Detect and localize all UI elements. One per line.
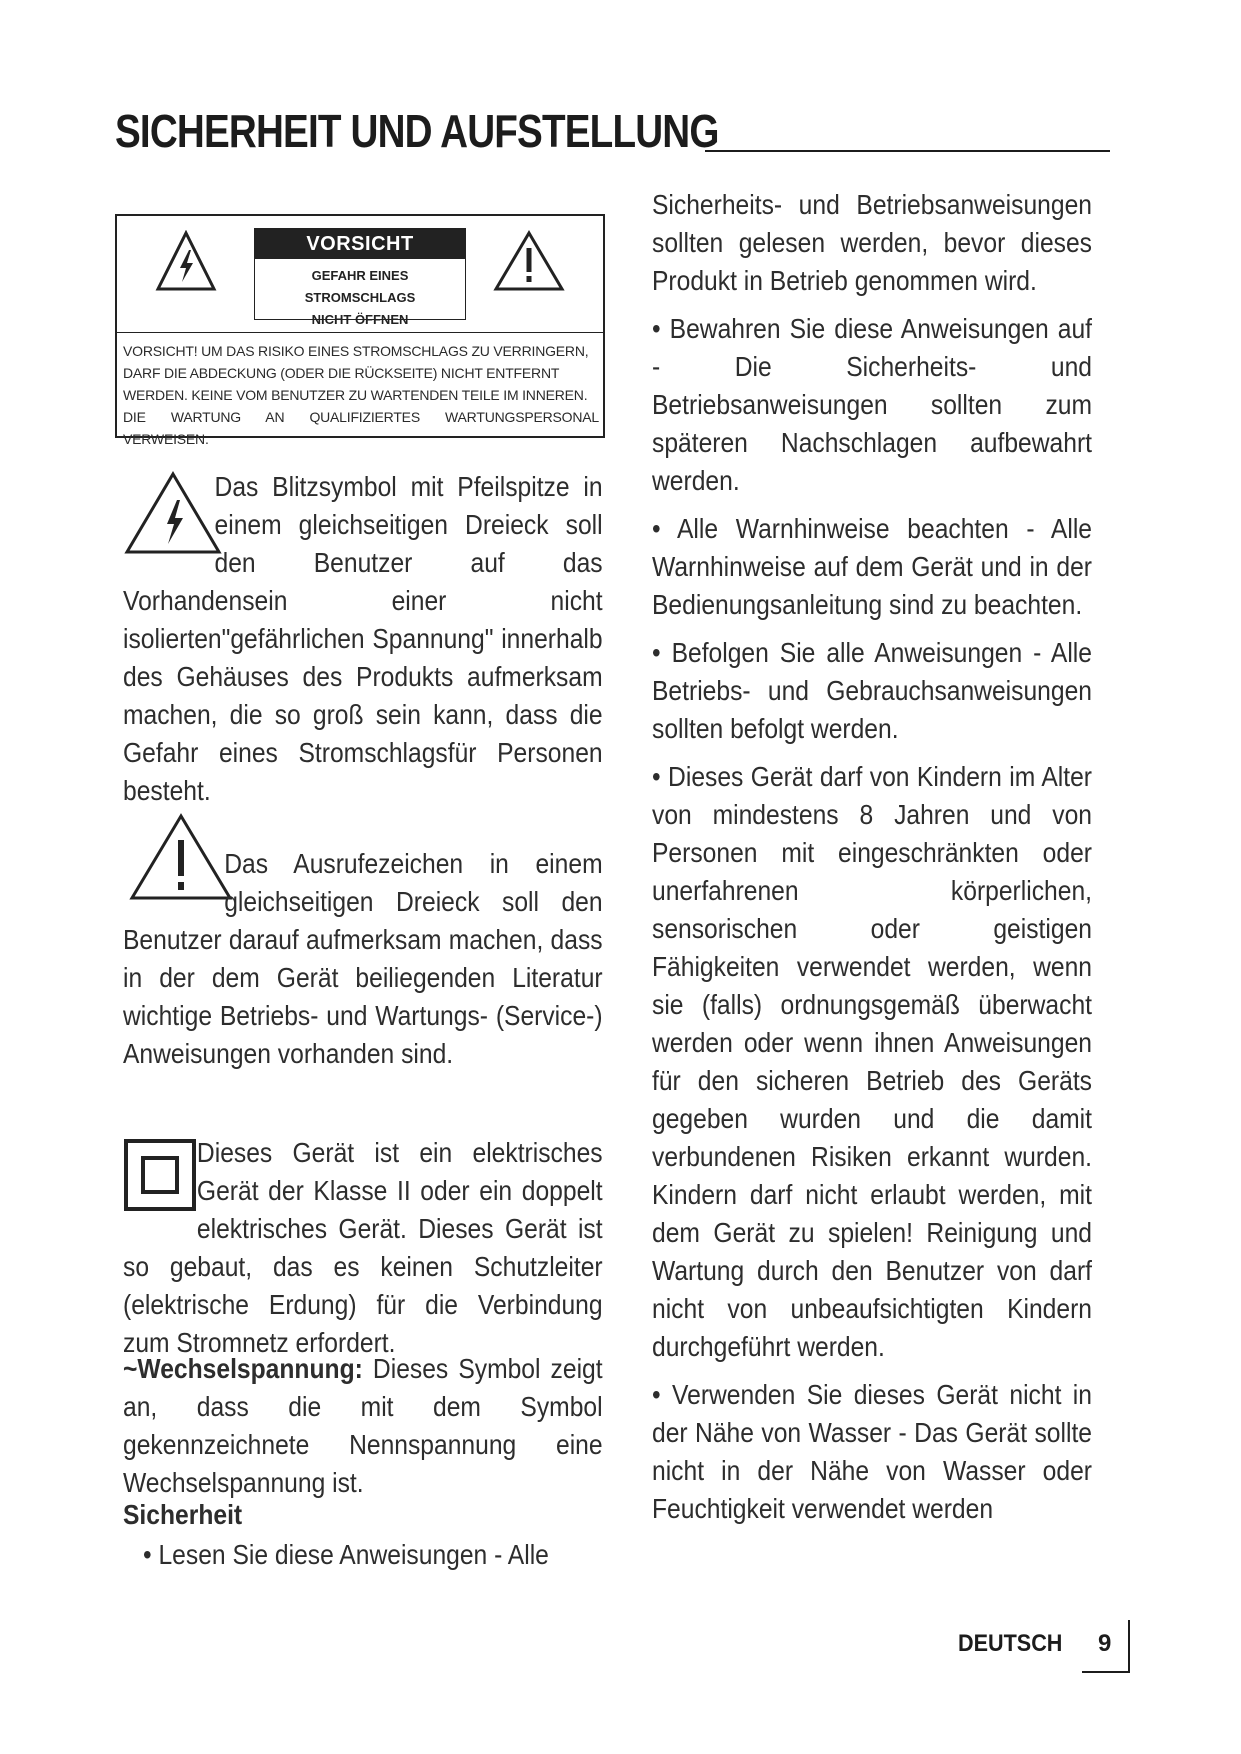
safety-bullet-3-content: Alle Warnhinweise beachten - Alle Warnhinweise auf dem Gerät und in der Bedienungsanleitung sind zu beachten.	[652, 513, 1092, 620]
safety-bullet-2: • Bewahren Sie diese Anweisungen auf - Die Sicherheits- und Betriebsanweisungen sollten zum späteren Nachschlagen aufbewahrt werden.	[652, 313, 1092, 496]
caution-warning-line: WERDEN. KEINE VOM BENUTZER ZU WARTENDEN TEILE IM INNEREN.	[123, 387, 588, 403]
safety-bullet-5: • Dieses Gerät darf von Kindern im Alter von mindestens 8 Jahren und von Personen mit eingeschränkten oder unerfahrenen körperlichen, sensorischen oder geistigen Fähigkeiten verwendet werden, wenn sie (falls) ordnungsgemäß überwacht werden oder wenn ihnen Anweisungen für den sicheren Betrieb des Geräts gegeben wurden und die damit verbundenen Risiken erkannt wurden. Kindern darf nicht erlaubt werden, mit dem Gerät zu spielen! Reinigung und Wartung durch den Benutzer von darf nicht von unbeaufsichtigten Kindern durchgeführt werden.	[652, 761, 1092, 1362]
caution-warning-text	[123, 340, 599, 450]
caution-warning-line: DIE WARTUNG AN QUALIFIZIERTES WARTUNGSPERSONAL VERWEISEN.	[123, 409, 599, 447]
class-ii-text-content: Dieses Gerät ist ein elektrisches Gerät der Klasse II oder ein doppelt elektrisches Gerät. Dieses Gerät ist so gebaut, das es keinen Schutzleiter (elektrische Erdung) für die Verbindung zum Stromnetz erfordert.	[123, 1137, 603, 1358]
ac-label: ~Wechselspannung:	[123, 1353, 363, 1384]
footer-rule-horizontal	[1082, 1671, 1130, 1673]
caution-box-top	[117, 216, 603, 333]
caution-warning-line: DARF DIE ABDECKUNG (ODER DIE RÜCKSEITE) NICHT ENTFERNT	[123, 365, 560, 381]
safety-bullet-5-content: Dieses Gerät darf von Kindern im Alter von mindestens 8 Jahren und von Personen mit eingeschränkten oder unerfahrenen körperlichen, sensorischen oder geistigen Fähigkeiten verwendet werden, wenn sie (falls) ordnungsgemäß überwacht werden oder wenn ihnen Anweisungen für den sicheren Betrieb des Geräts gegeben wurden und die damit verbundenen Risiken erkannt wurden. Kindern darf nicht erlaubt werden, mit dem Gerät zu spielen! Reinigung und Wartung durch den Benutzer von darf nicht von unbeaufsichtigten Kindern durchgeführt werden.	[652, 761, 1092, 1362]
caution-box	[115, 214, 605, 447]
safety-bullet-4: • Befolgen Sie alle Anweisungen - Alle Betriebs- und Gebrauchsanweisungen sollten befolgt werden.	[652, 637, 1092, 744]
exclamation-text-content: Das Ausrufezeichen in einem gleichseitigen Dreieck soll den Benutzer darauf aufmerksam machen, dass in der dem Gerät beiliegenden Literatur wichtige Betriebs- und Wartungs- (Service-) Anweisungen vorhanden sind.	[123, 848, 603, 1069]
safety-bullet-6-content: Verwenden Sie dieses Gerät nicht in der Nähe von Wasser - Das Gerät sollte nicht in der Nähe von Wasser oder Feuchtigkeit verwendet werden	[652, 1379, 1092, 1524]
ac-text-content: Dieses Symbol zeigt an, dass die mit dem Symbol gekennzeichnete Nennspannung eine Wechselspannung ist.	[123, 1353, 603, 1498]
footer-language: DEUTSCH	[958, 1630, 1063, 1657]
exclamation-description	[123, 845, 603, 1073]
caution-warning-line: VORSICHT! UM DAS RISIKO EINES STROMSCHLAGS ZU VERRINGERN,	[123, 343, 589, 359]
safety-heading-wrap	[123, 1496, 258, 1534]
lightning-text	[123, 468, 603, 810]
class-ii-description	[123, 1134, 603, 1362]
lightning-description	[123, 468, 603, 810]
bullet-1-continuation-content: Sicherheits- und Betriebsanweisungen sollten gelesen werden, bevor dieses Produkt in Betrieb genommen wird.	[652, 189, 1092, 296]
safety-heading: Sicherheit	[123, 1499, 243, 1530]
lightning-warning-icon	[155, 230, 217, 292]
page-title: SICHERHEIT UND AUFSTELLUNG	[115, 105, 719, 157]
caution-sub-line1: GEFAHR EINES STROMSCHLAGS	[304, 268, 416, 305]
caution-sub	[255, 259, 465, 331]
icon-spacer	[123, 468, 215, 582]
safety-bullet-2-content: Bewahren Sie diese Anweisungen auf - Die Sicherheits- und Betriebsanweisungen sollten zum späteren Nachschlagen aufbewahrt werden.	[652, 313, 1092, 496]
safety-bullet-6: • Verwenden Sie dieses Gerät nicht in der Nähe von Wasser - Das Gerät sollte nicht in der Nähe von Wasser oder Feuchtigkeit verwendet werden	[652, 1379, 1092, 1524]
safety-bullet-3: • Alle Warnhinweise beachten - Alle Warnhinweise auf dem Gerät und in der Bedienungsanleitung sind zu beachten.	[652, 513, 1092, 620]
ac-text	[123, 1350, 603, 1502]
bullet-1-continuation	[652, 186, 1092, 300]
footer-page-number: 9	[1098, 1630, 1112, 1657]
caution-sub-line2: NICHT ÖFFNEN	[311, 312, 409, 327]
icon-spacer	[123, 1134, 197, 1242]
lightning-text-content: Das Blitzsymbol mit Pfeilspitze in einem gleichseitigen Dreieck soll den Benutzer auf das Vorhandensein einer nicht isolierten"gefährlichen Spannung" innerhalb des Gehäuses des Produkts aufmerksam machen, die so groß sein kann, dass die Gefahr eines Stromschlagsfür Personen besteht.	[123, 471, 603, 806]
caution-label	[254, 228, 466, 327]
class-ii-text	[123, 1134, 603, 1362]
caution-head: VORSICHT	[255, 229, 465, 259]
title-rule	[705, 150, 1110, 152]
safety-bullet-4-content: Befolgen Sie alle Anweisungen - Alle Betriebs- und Gebrauchsanweisungen sollten befolgt werden.	[652, 637, 1092, 744]
ac-description	[123, 1350, 603, 1502]
icon-spacer	[123, 845, 224, 915]
safety-bullet-1-content: Lesen Sie diese Anweisungen - Alle	[158, 1539, 549, 1570]
footer-rule-vertical	[1128, 1620, 1130, 1672]
safety-bullet-1-text: • Lesen Sie diese Anweisungen - Alle	[143, 1539, 549, 1570]
right-column	[652, 186, 1092, 1528]
exclamation-text	[123, 845, 603, 1073]
safety-bullet-1	[143, 1536, 623, 1574]
exclamation-warning-icon	[493, 230, 565, 292]
